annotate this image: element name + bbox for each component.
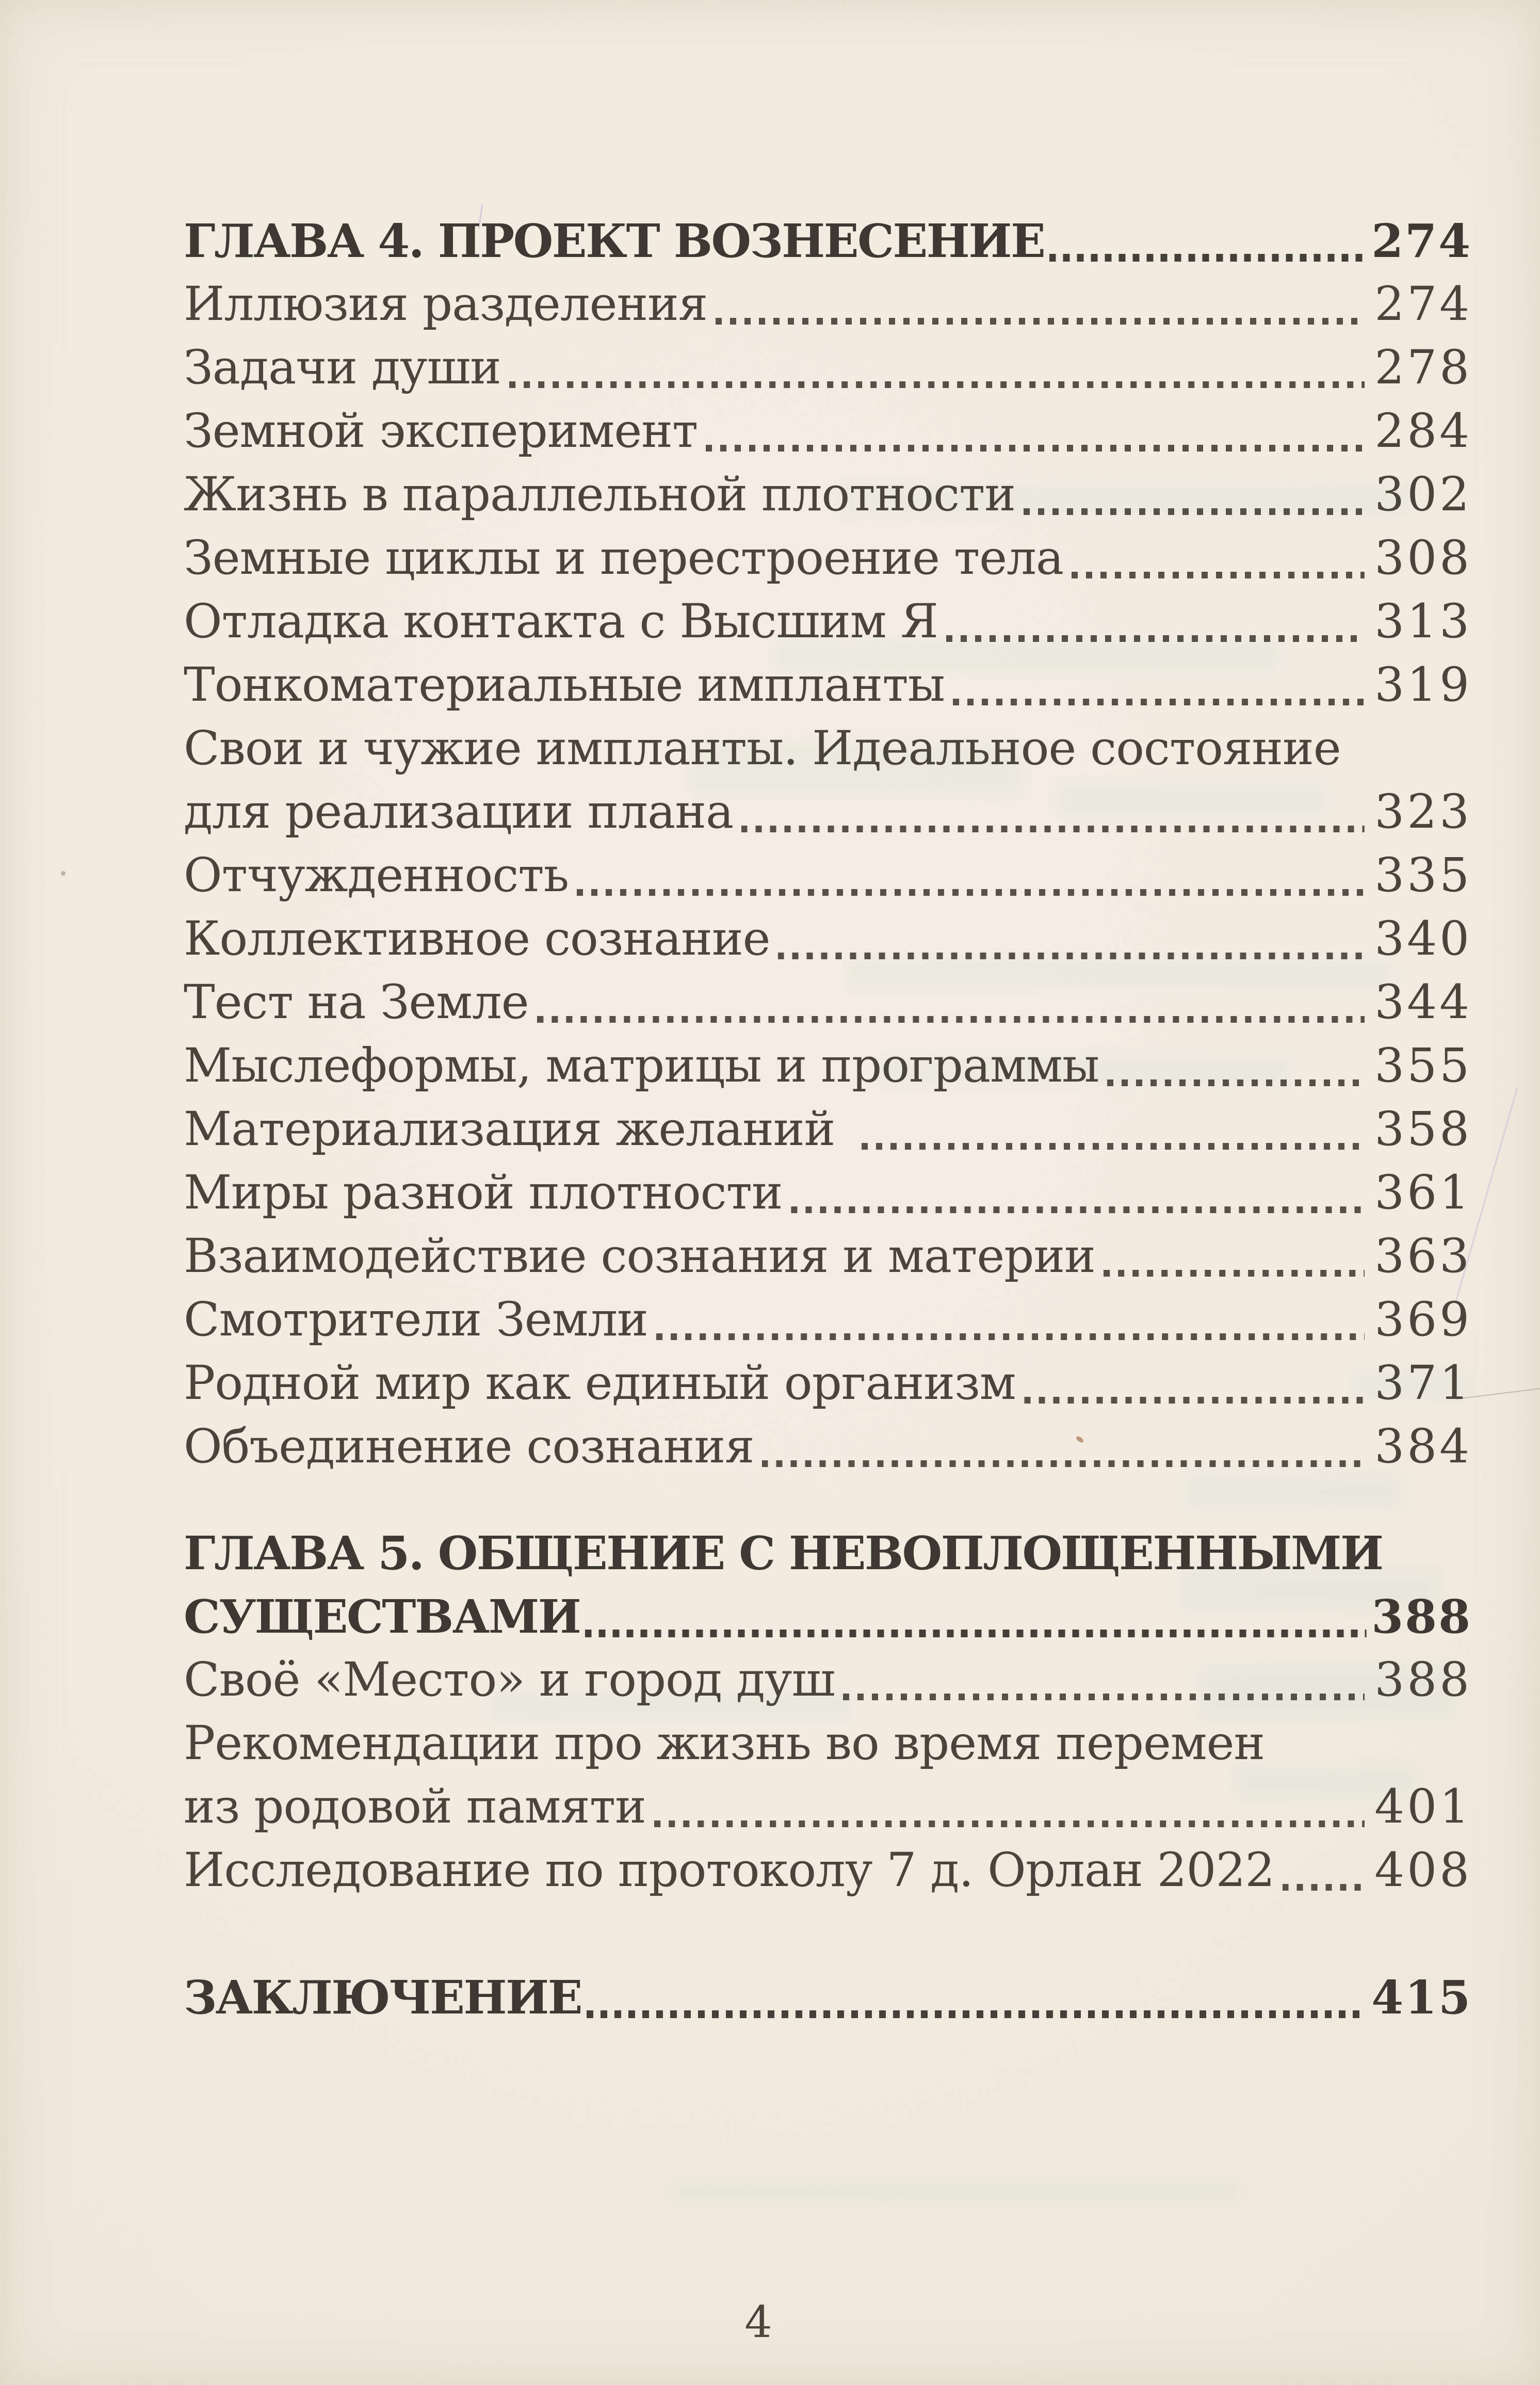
toc-entry-row (184, 1839, 1472, 1902)
dot-leader (706, 445, 1365, 452)
toc-page-ref: 355 (1374, 1039, 1472, 1093)
toc-entry-text: Тест на Земле (184, 975, 529, 1029)
toc-entry-text: Мыслеформы, матрицы и программы (184, 1039, 1099, 1093)
toc-entry-row (184, 526, 1472, 590)
toc-page-ref: 363 (1374, 1229, 1472, 1283)
toc-page-ref: 308 (1374, 531, 1472, 585)
toc-page-ref: 274 (1374, 277, 1472, 331)
folio-page-number: 4 (744, 2297, 772, 2347)
dot-leader (1107, 1079, 1365, 1086)
toc-entry-row (184, 1648, 1472, 1712)
toc-page-ref: 335 (1374, 848, 1472, 903)
dot-leader (1072, 572, 1365, 578)
toc-page-ref: 384 (1374, 1420, 1472, 1474)
toc-page-ref: 358 (1374, 1102, 1472, 1156)
toc-entry-text: Взаимодействие сознания и материи (184, 1229, 1095, 1283)
toc-entry-text: Отладка контакта с Высшим Я (184, 594, 938, 649)
dot-leader (1283, 1884, 1365, 1891)
toc-page-ref: 344 (1374, 975, 1472, 1029)
toc-entry-text: Материализация желаний (184, 1102, 835, 1156)
toc-page-ref: 340 (1374, 912, 1472, 966)
toc-entry-text: Задачи души (184, 341, 501, 395)
toc-chapter-row (184, 1521, 1472, 1585)
dot-leader (791, 1206, 1365, 1213)
dot-leader (577, 889, 1365, 896)
dot-leader (843, 1694, 1365, 1700)
toc-page-ref: 401 (1374, 1780, 1472, 1834)
toc-entry-text: Свои и чужие импланты. Идеальное состояние (184, 721, 1341, 776)
toc-entry-text: Миры разной плотности (184, 1166, 783, 1220)
toc-entry-row (184, 463, 1472, 526)
toc-entry-row (184, 590, 1472, 653)
toc-chapter-row (184, 209, 1472, 272)
toc-entry-row (184, 1775, 1472, 1839)
toc-entry-row (184, 844, 1472, 907)
toc-entry-text: из родовой памяти (184, 1780, 646, 1834)
table-of-contents (184, 209, 1472, 2029)
toc-entry-text: Коллективное сознание (184, 912, 770, 966)
toc-entry-row (184, 272, 1472, 336)
toc-entry-row (184, 1161, 1472, 1224)
dot-leader (509, 381, 1365, 388)
toc-page-ref: 323 (1374, 785, 1472, 839)
toc-entry-row (184, 653, 1472, 717)
dot-leader (946, 635, 1365, 642)
dot-leader (762, 1460, 1365, 1467)
toc-entry-row (184, 780, 1472, 844)
toc-entry-row (184, 1034, 1472, 1098)
toc-entry-text: Земные циклы и перестроение тела (184, 531, 1064, 585)
dot-leader (716, 318, 1365, 325)
toc-entry-row (184, 336, 1472, 399)
toc-entry-row (184, 907, 1472, 971)
toc-chapter-row (184, 1965, 1472, 2029)
chapter-heading-text: ГЛАВА 4. ПРОЕКТ ВОЗНЕСЕНИЕ (184, 214, 1045, 268)
toc-entry-text: Смотрители Земли (184, 1293, 648, 1347)
toc-entry-row (184, 1288, 1472, 1351)
chapter-heading-text: СУЩЕСТВАМИ (184, 1589, 580, 1643)
toc-page-ref: 302 (1374, 468, 1472, 522)
chapter-heading-text: ГЛАВА 5. ОБЩЕНИЕ С НЕВОПЛОЩЕННЫМИ (184, 1526, 1383, 1580)
toc-page-ref: 274 (1371, 214, 1472, 268)
chapter-heading-text: ЗАКЛЮЧЕНИЕ (184, 1970, 582, 2024)
toc-page-ref: 415 (1371, 1970, 1472, 2024)
toc-page-ref: 388 (1371, 1589, 1472, 1643)
toc-page-ref: 284 (1374, 404, 1472, 458)
toc-entry-text: Земной эксперимент (184, 404, 698, 458)
toc-entry-text: Своё «Место» и город душ (184, 1653, 835, 1707)
dot-leader (585, 1630, 1367, 1637)
toc-page-ref: 278 (1374, 341, 1472, 395)
toc-entry-text: Родной мир как единый организм (184, 1356, 1016, 1410)
toc-entry-row (184, 1098, 1472, 1161)
toc-page-ref: 369 (1374, 1293, 1472, 1347)
toc-entry-text: Рекомендации про жизнь во время перемен (184, 1716, 1265, 1770)
toc-entry-text: Жизнь в параллельной плотности (184, 468, 1016, 522)
toc-entry-text: Тонкоматериальные импланты (184, 658, 945, 712)
dot-leader (741, 826, 1365, 832)
ink-speck (61, 871, 66, 876)
toc-entry-text: Исследование по протоколу 7 д. Орлан 2022 (184, 1843, 1275, 1897)
dot-leader (587, 2010, 1367, 2018)
dot-leader (1024, 1397, 1365, 1404)
toc-entry-row (184, 399, 1472, 463)
bleed-through-ghost (671, 2180, 1238, 2203)
toc-page-ref: 361 (1374, 1166, 1472, 1220)
dot-leader (1104, 1270, 1365, 1277)
toc-entry-row (184, 971, 1472, 1034)
toc-page-ref: 371 (1374, 1356, 1472, 1410)
toc-entry-row (184, 1415, 1472, 1478)
dot-leader (1049, 254, 1367, 262)
toc-page-ref: 388 (1374, 1653, 1472, 1707)
toc-entry-row (184, 1224, 1472, 1288)
dot-leader (953, 699, 1365, 705)
toc-entry-text: для реализации плана (184, 785, 734, 839)
toc-chapter-row (184, 1585, 1472, 1648)
toc-entry-row (184, 1712, 1472, 1775)
dot-leader (1024, 508, 1365, 515)
toc-page-ref: 313 (1374, 594, 1472, 649)
dot-leader (654, 1820, 1365, 1827)
toc-entry-row (184, 1351, 1472, 1415)
toc-entry-text: Отчужденность (184, 848, 569, 903)
toc-entry-row (184, 717, 1472, 780)
toc-page-ref: 408 (1374, 1843, 1472, 1897)
dot-leader (537, 1016, 1365, 1023)
toc-entry-text: Объединение сознания (184, 1420, 754, 1474)
dot-leader (778, 953, 1365, 959)
toc-page-ref: 319 (1374, 658, 1472, 712)
dot-leader (656, 1333, 1365, 1340)
toc-entry-text: Иллюзия разделения (184, 277, 708, 331)
dot-leader (862, 1143, 1365, 1150)
